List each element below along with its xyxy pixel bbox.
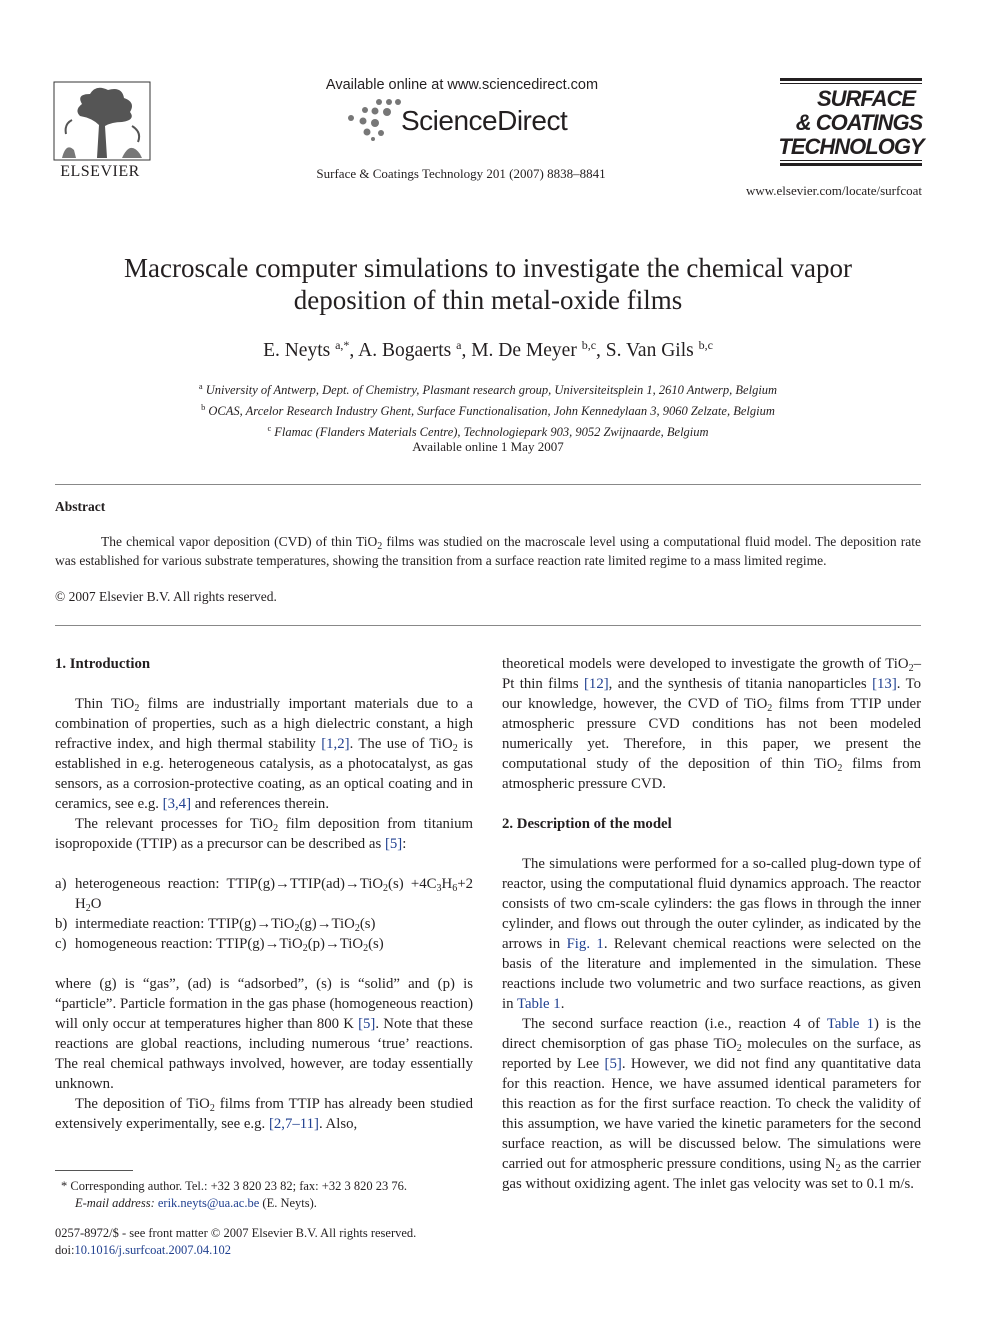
subscript: 2: [908, 663, 914, 674]
affiliation-text: Flamac (Flanders Materials Centre), Technologiepark 903, 9052 Zwijnaarde, Belgium: [274, 425, 709, 439]
title-line: Macroscale computer simulations to investigate the chemical vapor: [123, 253, 852, 283]
author-list: E. Neyts $^{a,*}$, A. Bogaerts $^a$, M. De Meyer $^{b,c}$, S. Van Gils $^{b,c}$: [263, 338, 713, 361]
section-heading-model: 2. Description of the model: [502, 816, 672, 832]
affiliation: [60, 399, 916, 420]
paragraph: theoretical models were developed to investigate the growth of TiO$_2$–Pt thin films [12], and the synthesis of titania nanoparticles [13]. To our knowledge, however, the CVD of TiO$_2$ films from TTIP under atmospheric pressure CVD conditions has not been modeled numerically yet. Therefore, in this paper, we present the computational study of the deposition of thin TiO$_2$ films from atmospheric pressure CVD.: [502, 656, 921, 792]
reference-link[interactable]: [5]: [358, 1016, 376, 1032]
email-suffix: (E. Neyts).: [259, 1196, 317, 1210]
reference-link[interactable]: [5]: [604, 1056, 622, 1072]
paragraph: The second surface reaction (i.e., reaction 4 of Table 1) is the direct chemisorption of gas phase TiO$_2$ molecules on the surface, as reported by Lee [5]. However, we did not find any quantitative data for this reaction. Hence, we have assumed identical parameters for this reaction as for the first surface reaction. To check the validity of this assumption, we have varied the kinetic parameters for the second surface reaction, as will be discussed below. The simulations were carried out for atmospheric pressure conditions, using $N_2$ as the carrier gas without oxidizing agent. The inlet gas velocity was set to 0.1 m/s.: [502, 1016, 921, 1192]
reaction-text: heterogeneous reaction: TTIP(g)→TTIP(ad)→TiO$_2$(s) $+4C_3H_6+2$ $H_2O$: [75, 876, 473, 914]
footnote-rule: [55, 1170, 133, 1171]
copyright-notice: © 2007 Elsevier B.V. All rights reserved.: [55, 589, 277, 604]
subscript: 2: [835, 1163, 841, 1174]
abstract-text-part: films was studied on the macroscale level using a computational fluid model. The deposition rate was established for various substrate temperatures, showing the transition from a surface reaction rate limited regime to a mass limited regime.: [55, 534, 922, 568]
section-heading-introduction: 1. Introduction: [55, 656, 151, 672]
affiliation-text: OCAS, Arcelor Research Industry Ghent, Surface Functionalisation, John Kennedylaan 3, 9060 Zelzate, Belgium: [208, 404, 775, 418]
subscript: 2: [767, 703, 773, 714]
affiliation-mark: a: [198, 381, 203, 391]
affiliation-text: University of Antwerp, Dept. of Chemistry, Plasmant research group, Universiteitsplein 1, 2610 Antwerp, Belgium: [205, 383, 778, 397]
subscript: 2: [736, 1043, 742, 1054]
journal-citation: Surface & Coatings Technology 201 (2007) 8838–8841: [316, 166, 606, 181]
reference-link[interactable]: [5]: [384, 836, 403, 852]
author-name: S. Van Gils: [605, 340, 699, 361]
reference-link[interactable]: Table 1: [826, 1016, 874, 1032]
subscript: 2: [302, 943, 308, 954]
author-name: M. De Meyer: [471, 340, 582, 361]
paragraph: The simulations were performed for a so-called plug-down type of reactor, using the computational fluid dynamics approach. The reactor consists of two cm-scale cylinders: the gas flows in through the inner cylinder, and flows out through the outer cylinder, as indicated by the arrows in Fig. 1. Relevant chemical reactions were selected on the basis of the literature and implemented in the simulation. These reactions include two volumetric and two surface reactions, as given in Table 1.: [502, 856, 921, 1012]
subscript: 2: [85, 903, 91, 914]
reference-link[interactable]: [12]: [584, 676, 609, 692]
available-online-notice: Available online at www.sciencedirect.com: [325, 77, 599, 93]
affiliation-mark: c: [267, 423, 272, 433]
subscript: 6: [452, 883, 458, 894]
article-title: [60, 252, 916, 316]
abstract-heading: Abstract: [55, 499, 106, 514]
publisher-name: ELSEVIER: [60, 163, 140, 180]
sciencedirect-wordmark: ScienceDirect: [401, 105, 568, 136]
reference-link[interactable]: [2,7–11]: [268, 1116, 319, 1132]
email-link[interactable]: erik.neyts@ua.ac.be: [157, 1196, 260, 1210]
left-column: [55, 654, 473, 1134]
affiliation: [60, 420, 916, 441]
journal-logo-line: TECHNOLOGY: [778, 134, 924, 159]
email-label: E-mail address:: [75, 1196, 155, 1210]
affiliation-mark: b: [201, 402, 206, 412]
subscript: 2: [354, 923, 360, 934]
reference-link[interactable]: Fig. 1: [566, 936, 604, 952]
reaction-list: [55, 874, 473, 954]
subscript: 2: [273, 823, 279, 834]
subscript: 2: [452, 743, 458, 754]
reaction-text: intermediate reaction: TTIP(g)→TiO$_2$(g)→TiO$_2$(s): [75, 916, 376, 934]
issn-block: [55, 1225, 495, 1259]
available-online-date: Available online 1 May 2007: [412, 439, 564, 454]
author-name: E. Neyts: [263, 340, 336, 361]
divider: [55, 625, 921, 626]
reaction-item: [55, 874, 473, 914]
subscript: 2: [837, 763, 843, 774]
author-affiliation-mark: b,c: [581, 338, 597, 352]
corresponding-author-footnote: [55, 1178, 475, 1212]
paragraph: where (g) is “gas”, (ad) is “adsorbed”, (s) is “solid” and (p) is “particle”. Particle formation in the gas phase (homogeneous reaction) will only occur at temperatures higher than 800 K [5]. Note that these reactions are global reactions, including numerous ‘true’ reactions. The real chemical pathways involved, however, are today essentially unknown.: [55, 976, 473, 1092]
right-column: [502, 654, 921, 1194]
author-affiliation-mark: a,*: [335, 338, 350, 352]
subscript: 2: [134, 703, 140, 714]
affiliation: [60, 378, 916, 399]
author-affiliation-mark: a: [456, 338, 462, 352]
subscript: 2: [294, 923, 300, 934]
subscript: 2: [383, 883, 389, 894]
reaction-item: [55, 914, 473, 934]
subscript: 2: [377, 541, 383, 552]
sciencedirect-logo: [345, 97, 585, 141]
reaction-label: a): [55, 876, 67, 892]
reaction-label: c): [55, 936, 67, 952]
subscript: 2: [209, 1103, 215, 1114]
reference-link[interactable]: Table 1: [516, 996, 561, 1012]
journal-logo-line: SURFACE: [816, 86, 916, 111]
doi-link[interactable]: 10.1016/j.surfcoat.2007.04.102: [74, 1243, 232, 1257]
paragraph: The deposition of TiO$_2$ films from TTIP has already been studied extensively experimentally, see e.g. [2,7–11]. Also,: [55, 1096, 473, 1132]
paragraph: The relevant processes for TiO$_2$ film deposition from titanium isopropoxide (TTIP) as a precursor can be described as [5]:: [55, 816, 473, 852]
journal-url-link[interactable]: www.elsevier.com/locate/surfcoat: [745, 183, 922, 198]
paragraph: Thin TiO$_2$ films are industrially important materials due to a combination of properties, such as a high dielectric constant, a high refractive index, and high thermal stability [1,2]. The use of TiO$_2$ is established in e.g. heterogeneous catalysis, as a photocatalyst, as gas sensors, as a corrosion-protective coating, as an optical coating and in ceramics, see e.g. [3,4] and references therein.: [55, 696, 473, 812]
reference-link[interactable]: [3,4]: [162, 796, 191, 812]
affiliation-list: [60, 378, 916, 441]
journal-logo: [778, 78, 924, 168]
abstract-text-part: The chemical vapor deposition (CVD) of thin TiO: [101, 534, 378, 549]
doi-label: doi:: [55, 1243, 75, 1257]
title-line: deposition of thin metal-oxide films: [293, 285, 683, 315]
reference-link[interactable]: [1,2]: [321, 736, 350, 752]
abstract-text: [55, 533, 921, 570]
divider: [55, 484, 921, 485]
reaction-item: [55, 934, 473, 954]
journal-logo-line: & COATINGS: [795, 110, 923, 135]
reference-link[interactable]: [13]: [872, 676, 897, 692]
subscript: 3: [436, 883, 442, 894]
author-affiliation-mark: b,c: [698, 338, 713, 352]
subscript: 2: [363, 943, 369, 954]
author-name: A. Bogaerts: [358, 340, 457, 361]
issn-line: 0257-8972/$ - see front matter © 2007 Elsevier B.V. All rights reserved.: [55, 1226, 417, 1240]
reaction-label: b): [55, 916, 68, 932]
reaction-text: homogeneous reaction: TTIP(g)→TiO$_2$(p)→TiO$_2$(s): [75, 936, 384, 954]
corresponding-author-line: * Corresponding author. Tel.: +32 3 820 23 82; fax: +32 3 820 23 76.: [61, 1179, 407, 1193]
